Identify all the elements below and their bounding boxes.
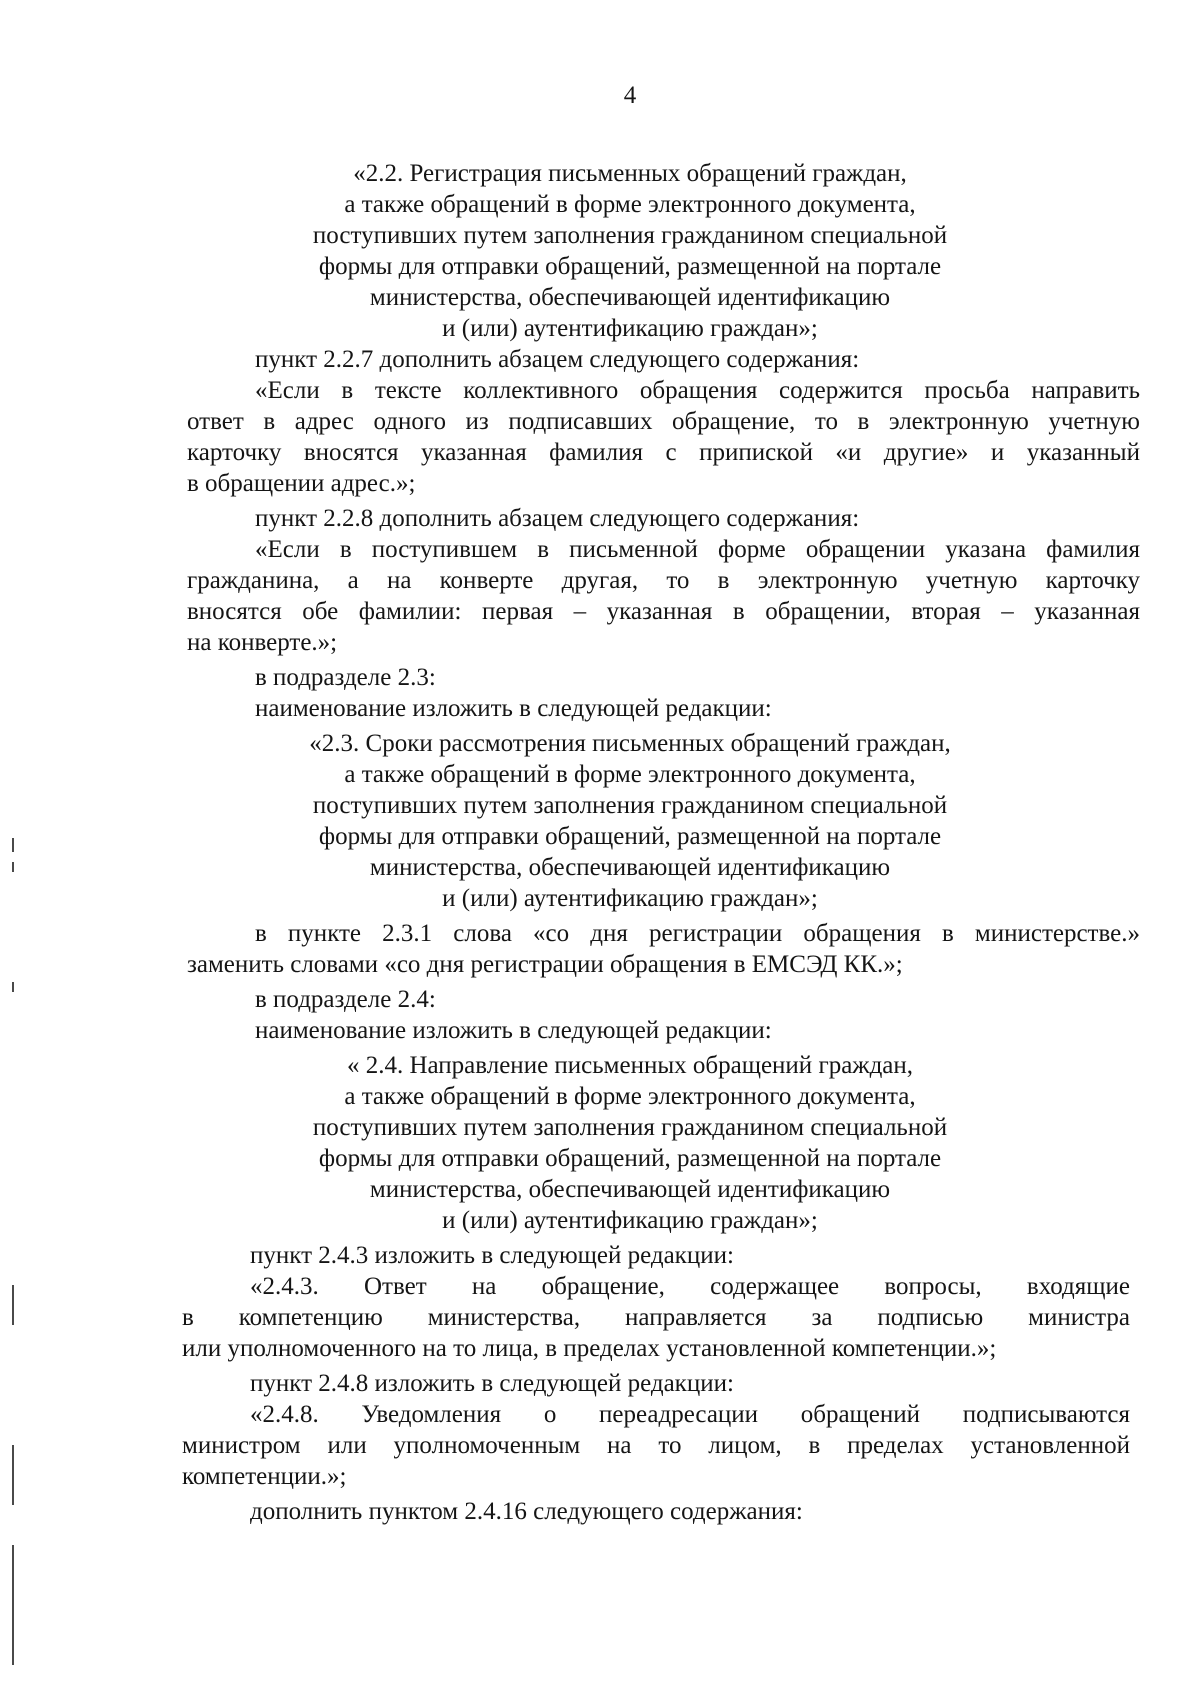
paragraph-line: компетенции.»;	[182, 1463, 347, 1490]
heading-2-3-line: поступивших путем заполнения гражданином специальной	[312, 792, 948, 819]
heading-2-4-line: поступивших путем заполнения гражданином специальной	[312, 1114, 948, 1141]
heading-2-2-line: а также обращений в форме электронного документа,	[344, 191, 916, 218]
paragraph-line: наименование изложить в следующей редакции:	[255, 695, 772, 722]
heading-2-4-line: формы для отправки обращений, размещенной на портале	[318, 1145, 942, 1172]
page-number: 4	[623, 82, 637, 109]
scan-edge-mark	[12, 1445, 14, 1505]
heading-2-3-line: министерства, обеспечивающей идентификацию	[369, 854, 891, 881]
paragraph-line: вносятся обе фамилии: первая – указанная в обращении, вторая – указанная	[187, 598, 1140, 625]
paragraph-line: в подразделе 2.3:	[255, 664, 436, 691]
paragraph-line: пункт 2.2.8 дополнить абзацем следующего содержания:	[255, 505, 860, 532]
paragraph-line: министром или уполномоченным на то лицом, в пределах установленной	[182, 1432, 1130, 1459]
paragraph-line: «Если в поступившем в письменной форме обращении указана фамилия	[255, 536, 1140, 563]
scan-edge-mark	[12, 1285, 14, 1325]
heading-2-2-line: формы для отправки обращений, размещенной на портале	[318, 253, 942, 280]
scan-edge-mark	[12, 982, 14, 992]
heading-2-2-line: и (или) аутентификацию граждан»;	[442, 315, 818, 342]
heading-2-3-line: «2.3. Сроки рассмотрения письменных обращений граждан,	[309, 730, 951, 757]
heading-2-2-line: поступивших путем заполнения гражданином специальной	[312, 222, 948, 249]
heading-2-4-line: а также обращений в форме электронного документа,	[344, 1083, 916, 1110]
paragraph-line: «2.4.8. Уведомления о переадресации обращений подписываются	[250, 1401, 1130, 1428]
heading-2-4-line: министерства, обеспечивающей идентификацию	[369, 1176, 891, 1203]
heading-2-3-line: и (или) аутентификацию граждан»;	[442, 885, 818, 912]
paragraph-line: дополнить пунктом 2.4.16 следующего содержания:	[250, 1498, 803, 1525]
paragraph-line: в компетенцию министерства, направляется за подписью министра	[182, 1304, 1130, 1331]
paragraph-line: наименование изложить в следующей редакции:	[255, 1017, 772, 1044]
heading-2-3-line: формы для отправки обращений, размещенной на портале	[318, 823, 942, 850]
scan-edge-mark	[12, 838, 14, 852]
paragraph-line: на конверте.»;	[187, 629, 338, 656]
paragraph-line: заменить словами «со дня регистрации обращения в ЕМСЭД КК.»;	[187, 951, 903, 978]
heading-2-2-line: «2.2. Регистрация письменных обращений граждан,	[353, 160, 907, 187]
paragraph-line: пункт 2.4.3 изложить в следующей редакции:	[250, 1242, 734, 1269]
paragraph-line: в подразделе 2.4:	[255, 986, 436, 1013]
paragraph-line: в обращении адрес.»;	[187, 470, 416, 497]
scan-edge-mark	[12, 1545, 14, 1665]
heading-2-4-line: « 2.4. Направление письменных обращений граждан,	[346, 1052, 914, 1079]
paragraph-line: карточку вносятся указанная фамилия с припиской «и другие» и указанный	[187, 439, 1140, 466]
paragraph-line: ответ в адрес одного из подписавших обращение, то в электронную учетную	[187, 408, 1140, 435]
heading-2-4-line: и (или) аутентификацию граждан»;	[442, 1207, 818, 1234]
paragraph-line: пункт 2.4.8 изложить в следующей редакции:	[250, 1370, 734, 1397]
scan-edge-mark	[12, 862, 14, 872]
paragraph-line: «Если в тексте коллективного обращения содержится просьба направить	[255, 377, 1140, 404]
paragraph-line: гражданина, а на конверте другая, то в электронную учетную карточку	[187, 567, 1140, 594]
heading-2-2-line: министерства, обеспечивающей идентификацию	[369, 284, 891, 311]
paragraph-line: в пункте 2.3.1 слова «со дня регистрации обращения в министерстве.»	[255, 920, 1140, 947]
paragraph-line: «2.4.3. Ответ на обращение, содержащее вопросы, входящие	[250, 1273, 1130, 1300]
paragraph-line: пункт 2.2.7 дополнить абзацем следующего содержания:	[255, 346, 860, 373]
paragraph-line: или уполномоченного на то лица, в пределах установленной компетенции.»;	[182, 1335, 997, 1362]
heading-2-3-line: а также обращений в форме электронного документа,	[344, 761, 916, 788]
